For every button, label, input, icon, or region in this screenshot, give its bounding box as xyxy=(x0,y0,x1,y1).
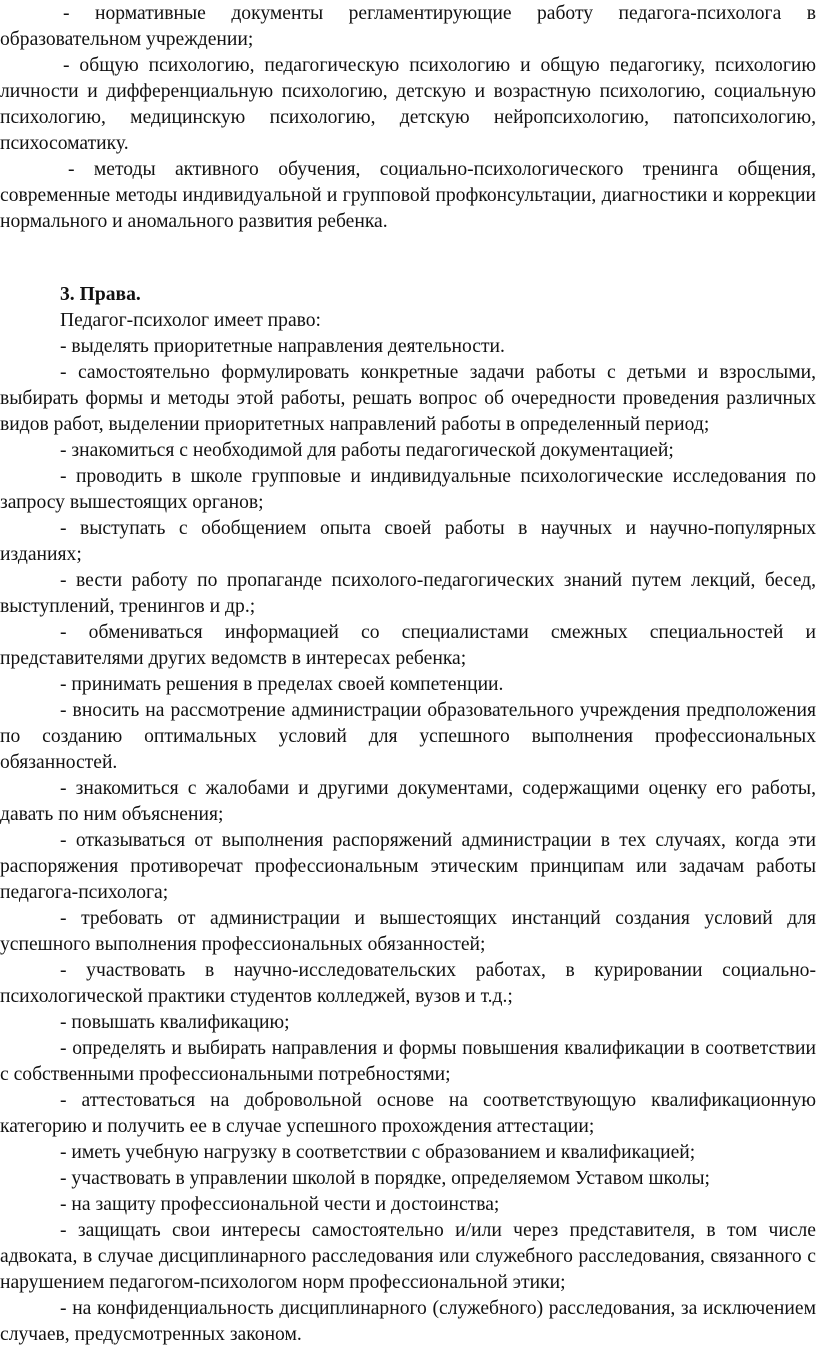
rights-item: - вносить на рассмотрение администрации образовательного учреждения предположения по созданию оптимальных условий для успешного выполнения профессиональных обязанностей. xyxy=(0,700,816,773)
rights-item: - обмениваться информацией со специалистами смежных специальностей и представителями других ведомств в интересах ребенка; xyxy=(0,622,816,669)
rights-item: - аттестоваться на добровольной основе на соответствующую квалификационную категорию и получить ее в случае успешного прохождения аттестации; xyxy=(0,1090,816,1137)
rights-item: - вести работу по пропаганде психолого-педагогических знаний путем лекций, бесед, выступлений, тренингов и др.; xyxy=(0,570,816,617)
rights-item: - участвовать в управлении школой в порядке, определяемом Уставом школы; xyxy=(60,1168,710,1189)
rights-item: - участвовать в научно-исследовательских работах, в курировании социально-психологической практики студентов колледжей, вузов и т.д.; xyxy=(0,960,816,1007)
rights-item: - принимать решения в пределах своей компетенции. xyxy=(60,674,504,695)
section-spacer xyxy=(0,235,816,282)
rights-item: - на конфиденциальность дисциплинарного (служебного) расследования, за исключением случаев, предусмотренных законом. xyxy=(0,1298,816,1345)
rights-item: - знакомиться с жалобами и другими документами, содержащими оценку его работы, давать по ним объяснения; xyxy=(0,778,816,825)
intro-item: - методы активного обучения, социально-психологического тренинга общения, современные методы индивидуальной и групповой профконсультации, диагностики и коррекции нормального и аномального развития ребенка. xyxy=(0,159,816,232)
rights-item: - на защиту профессиональной чести и достоинства; xyxy=(60,1194,500,1215)
rights-item: - самостоятельно формулировать конкретные задачи работы с детьми и взрослыми, выбирать формы и методы этой работы, решать вопрос об очередности проведения различных видов работ, выделении приоритетных направлений работы в определенный период; xyxy=(0,362,816,435)
rights-item: - требовать от администрации и вышестоящих инстанций создания условий для успешного выполнения профессиональных обязанностей; xyxy=(0,908,816,955)
rights-item: - отказываться от выполнения распоряжений администрации в тех случаях, когда эти распоряжения противоречат профессиональным этическим принципам или задачам работы педагога-психолога; xyxy=(0,830,816,903)
rights-item: - определять и выбирать направления и формы повышения квалификации в соответствии с собственными профессиональными потребностями; xyxy=(0,1038,816,1085)
rights-item: - иметь учебную нагрузку в соответствии с образованием и квалификацией; xyxy=(60,1142,696,1163)
intro-item: - общую психологию, педагогическую психологию и общую педагогику, психологию личности и дифференциальную психологию, детскую и возрастную психологию, социальную психологию, медицинскую психологию, детскую нейропсихологию, патопсихологию, психосоматику. xyxy=(0,55,816,154)
intro-item: - нормативные документы регламентирующие работу педагога-психолога в образовательном учреждении; xyxy=(0,3,816,50)
rights-item: - выделять приоритетные направления деятельности. xyxy=(60,336,505,357)
rights-item: - проводить в школе групповые и индивидуальные психологические исследования по запросу вышестоящих органов; xyxy=(0,466,816,513)
rights-item: - знакомиться с необходимой для работы педагогической документацией; xyxy=(60,440,674,461)
rights-item: - выступать с обобщением опыта своей работы в научных и научно-популярных изданиях; xyxy=(0,518,816,565)
rights-item: - повышать квалификацию; xyxy=(60,1012,290,1033)
section-lead: Педагог-психолог имеет право: xyxy=(60,310,322,331)
rights-item: - защищать свои интересы самостоятельно и/или через представителя, в том числе адвоката, в случае дисциплинарного расследования или служебного расследования, связанного с нарушением педагогом-психологом норм профессиональной этики; xyxy=(0,1220,816,1293)
section-title: 3. Права. xyxy=(60,284,141,305)
